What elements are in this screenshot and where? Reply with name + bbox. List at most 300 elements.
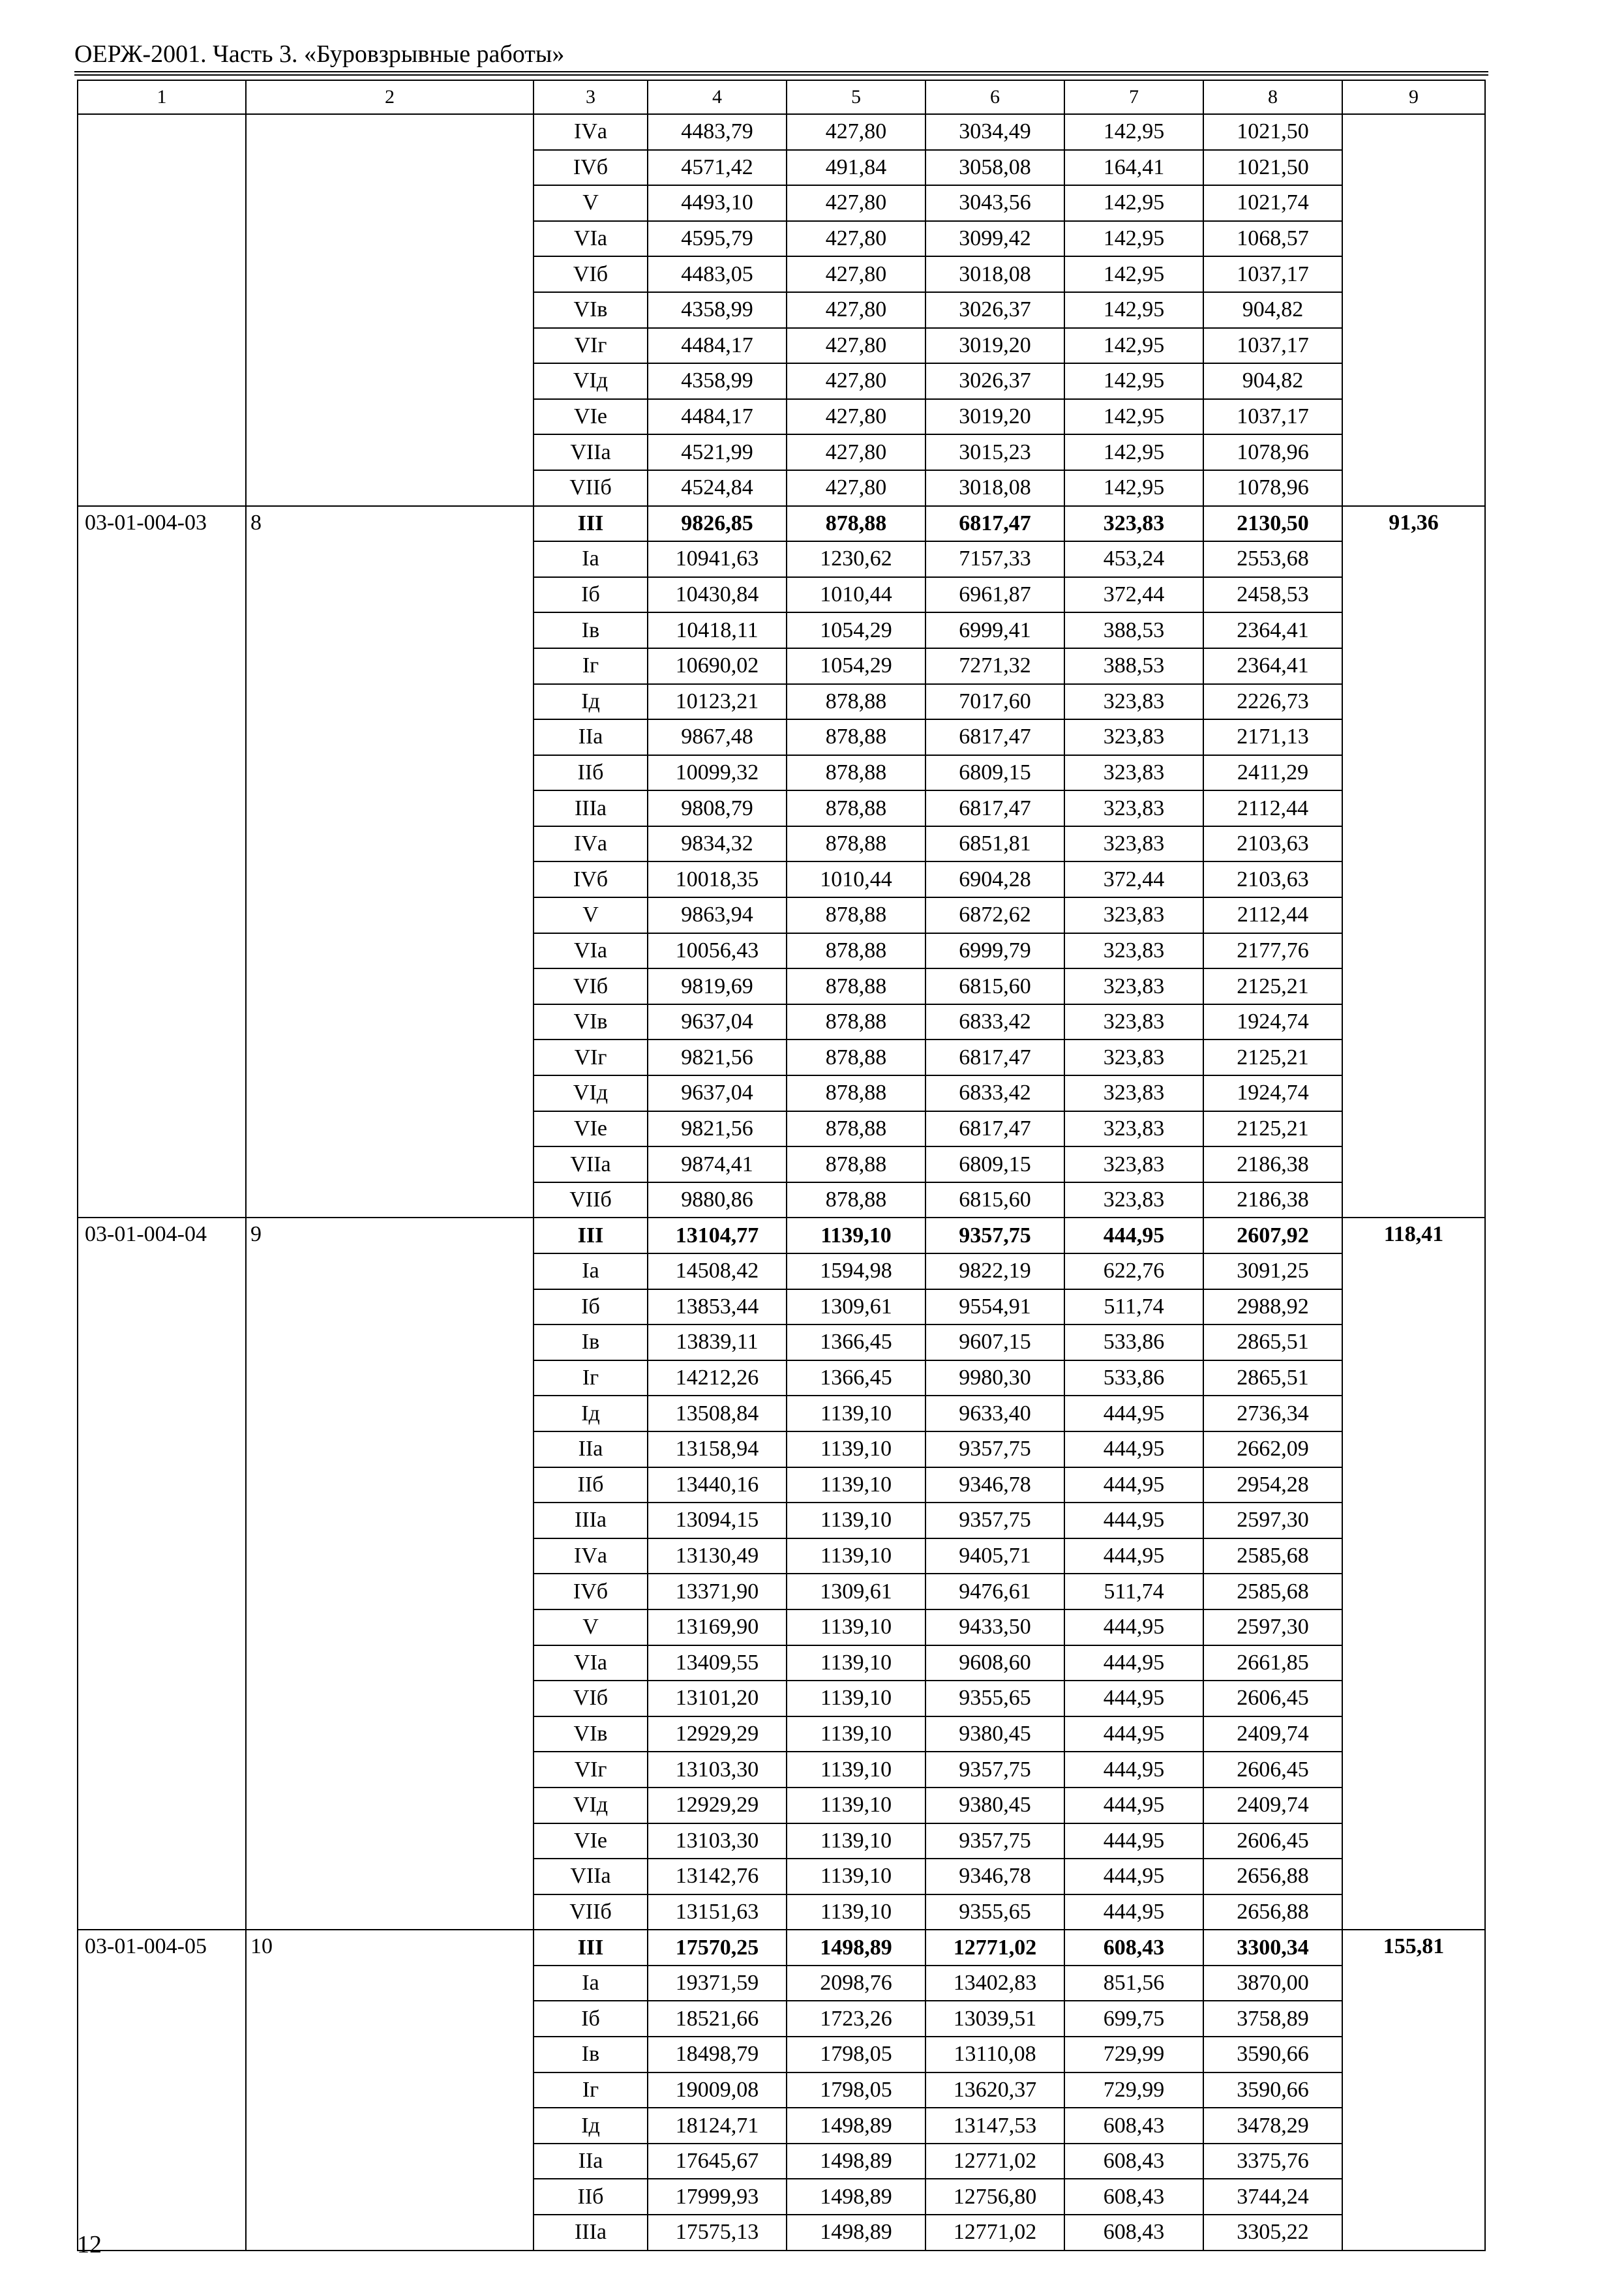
wages-cell: 878,88 <box>787 506 925 542</box>
materials-cell: 1021,50 <box>1203 150 1342 186</box>
materials-cell: 2125,21 <box>1203 1040 1342 1075</box>
materials-cell: 2112,44 <box>1203 790 1342 826</box>
machinist-wages-cell: 323,83 <box>1064 897 1203 933</box>
machinist-wages-cell: 444,95 <box>1064 1894 1203 1930</box>
rock-group-cell: Iа <box>534 1253 648 1289</box>
machine-operation-cell: 6817,47 <box>925 1040 1064 1075</box>
table-row-summary <box>78 506 1485 542</box>
total-cost-cell: 12929,29 <box>648 1788 787 1823</box>
materials-cell: 2661,85 <box>1203 1645 1342 1681</box>
rock-group-cell: III <box>534 1930 648 1966</box>
labor-cost-cell: 91,36 <box>1342 506 1485 1218</box>
machinist-wages-cell: 323,83 <box>1064 1182 1203 1218</box>
column-number: 7 <box>1064 80 1203 114</box>
total-cost-cell: 9808,79 <box>648 790 787 826</box>
materials-cell: 3375,76 <box>1203 2144 1342 2179</box>
machine-operation-cell: 3034,49 <box>925 114 1064 150</box>
col9-cell-empty <box>1342 114 1485 506</box>
norm-code-cell: 03-01-004-04 <box>78 1218 246 1930</box>
machinist-wages-cell: 323,83 <box>1064 1040 1203 1075</box>
page-header-title: ОЕРЖ-2001. Часть 3. «Буровзрывные работы» <box>74 40 565 68</box>
materials-cell: 2364,41 <box>1203 612 1342 648</box>
materials-cell: 3870,00 <box>1203 1966 1342 2001</box>
machinist-wages-cell: 608,43 <box>1064 2108 1203 2144</box>
machine-operation-cell: 3026,37 <box>925 292 1064 328</box>
wages-cell: 427,80 <box>787 363 925 399</box>
materials-cell: 2103,63 <box>1203 861 1342 897</box>
rock-group-cell: Iб <box>534 1289 648 1325</box>
wages-cell: 1054,29 <box>787 648 925 684</box>
machine-operation-cell: 7271,32 <box>925 648 1064 684</box>
rock-group-cell: IIб <box>534 755 648 791</box>
rock-group-cell: IIа <box>534 2144 648 2179</box>
materials-cell: 3478,29 <box>1203 2108 1342 2144</box>
rock-group-cell: Iг <box>534 648 648 684</box>
total-cost-cell: 4358,99 <box>648 363 787 399</box>
rock-group-cell: IIб <box>534 1467 648 1503</box>
machinist-wages-cell: 323,83 <box>1064 933 1203 969</box>
total-cost-cell: 4493,10 <box>648 185 787 221</box>
materials-cell: 2662,09 <box>1203 1431 1342 1467</box>
machinist-wages-cell: 142,95 <box>1064 363 1203 399</box>
wages-cell: 1139,10 <box>787 1859 925 1894</box>
materials-cell: 1021,74 <box>1203 185 1342 221</box>
machine-operation-cell: 9380,45 <box>925 1716 1064 1752</box>
machine-operation-cell: 7017,60 <box>925 684 1064 720</box>
materials-cell: 2607,92 <box>1203 1218 1342 1253</box>
rock-group-cell: IIа <box>534 1431 648 1467</box>
machinist-wages-cell: 323,83 <box>1064 684 1203 720</box>
rock-group-cell: IVб <box>534 150 648 186</box>
rock-group-cell: VIб <box>534 1681 648 1716</box>
rock-group-cell: Iа <box>534 1966 648 2001</box>
machinist-wages-cell: 142,95 <box>1064 470 1203 506</box>
norm-number-cell: 9 <box>246 1218 534 1930</box>
machine-operation-cell: 6817,47 <box>925 719 1064 755</box>
wages-cell: 878,88 <box>787 719 925 755</box>
materials-cell: 1068,57 <box>1203 221 1342 257</box>
wages-cell: 427,80 <box>787 328 925 364</box>
wages-cell: 427,80 <box>787 114 925 150</box>
machine-operation-cell: 6815,60 <box>925 968 1064 1004</box>
machinist-wages-cell: 388,53 <box>1064 612 1203 648</box>
wages-cell: 878,88 <box>787 1004 925 1040</box>
machine-operation-cell: 9346,78 <box>925 1467 1064 1503</box>
rock-group-cell: IIа <box>534 719 648 755</box>
wages-cell: 1139,10 <box>787 1788 925 1823</box>
wages-cell: 427,80 <box>787 292 925 328</box>
header-rule <box>74 74 1488 76</box>
total-cost-cell: 4358,99 <box>648 292 787 328</box>
wages-cell: 878,88 <box>787 1182 925 1218</box>
machine-operation-cell: 9357,75 <box>925 1503 1064 1538</box>
materials-cell: 3744,24 <box>1203 2179 1342 2215</box>
machinist-wages-cell: 608,43 <box>1064 1930 1203 1966</box>
labor-cost-cell: 155,81 <box>1342 1930 1485 2250</box>
wages-cell: 427,80 <box>787 256 925 292</box>
total-cost-cell: 9826,85 <box>648 506 787 542</box>
column-number: 5 <box>787 80 925 114</box>
rock-group-cell: IIIа <box>534 1503 648 1538</box>
rock-group-cell: V <box>534 1609 648 1645</box>
rock-group-cell: VIа <box>534 221 648 257</box>
rock-group-cell: V <box>534 897 648 933</box>
rock-group-cell: VIг <box>534 1040 648 1075</box>
machine-operation-cell: 12771,02 <box>925 2215 1064 2251</box>
materials-cell: 3590,66 <box>1203 2037 1342 2072</box>
machinist-wages-cell: 444,95 <box>1064 1716 1203 1752</box>
rock-group-cell: VIд <box>534 1075 648 1111</box>
machinist-wages-cell: 533,86 <box>1064 1360 1203 1396</box>
materials-cell: 3590,66 <box>1203 2072 1342 2108</box>
machine-operation-cell: 9980,30 <box>925 1360 1064 1396</box>
materials-cell: 2171,13 <box>1203 719 1342 755</box>
materials-cell: 2865,51 <box>1203 1324 1342 1360</box>
rock-group-cell: III <box>534 1218 648 1253</box>
machinist-wages-cell: 608,43 <box>1064 2144 1203 2179</box>
machinist-wages-cell: 444,95 <box>1064 1396 1203 1431</box>
machine-operation-cell: 13039,51 <box>925 2001 1064 2037</box>
machine-operation-cell: 9822,19 <box>925 1253 1064 1289</box>
machinist-wages-cell: 444,95 <box>1064 1645 1203 1681</box>
total-cost-cell: 18498,79 <box>648 2037 787 2072</box>
materials-cell: 2177,76 <box>1203 933 1342 969</box>
machinist-wages-cell: 444,95 <box>1064 1467 1203 1503</box>
total-cost-cell: 19371,59 <box>648 1966 787 2001</box>
rock-group-cell: VIд <box>534 1788 648 1823</box>
rock-group-cell: VIв <box>534 1716 648 1752</box>
machinist-wages-cell: 142,95 <box>1064 328 1203 364</box>
materials-cell: 904,82 <box>1203 363 1342 399</box>
wages-cell: 878,88 <box>787 933 925 969</box>
machinist-wages-cell: 323,83 <box>1064 1075 1203 1111</box>
machine-operation-cell: 3058,08 <box>925 150 1064 186</box>
total-cost-cell: 10430,84 <box>648 577 787 613</box>
rock-group-cell: IIб <box>534 2179 648 2215</box>
total-cost-cell: 9637,04 <box>648 1075 787 1111</box>
machine-operation-cell: 7157,33 <box>925 541 1064 577</box>
rock-group-cell: IVа <box>534 826 648 862</box>
wages-cell: 1498,89 <box>787 2179 925 2215</box>
rock-group-cell: Iв <box>534 2037 648 2072</box>
total-cost-cell: 4484,17 <box>648 399 787 435</box>
total-cost-cell: 13103,30 <box>648 1823 787 1859</box>
machinist-wages-cell: 729,99 <box>1064 2072 1203 2108</box>
materials-cell: 2103,63 <box>1203 826 1342 862</box>
total-cost-cell: 13169,90 <box>648 1609 787 1645</box>
total-cost-cell: 10123,21 <box>648 684 787 720</box>
machinist-wages-cell: 323,83 <box>1064 826 1203 862</box>
machine-operation-cell: 3015,23 <box>925 434 1064 470</box>
machine-operation-cell: 9433,50 <box>925 1609 1064 1645</box>
rock-group-cell: VIб <box>534 968 648 1004</box>
total-cost-cell: 4521,99 <box>648 434 787 470</box>
column-number: 9 <box>1342 80 1485 114</box>
wages-cell: 2098,76 <box>787 1966 925 2001</box>
norm-code-cell: 03-01-004-05 <box>78 1930 246 2250</box>
machine-operation-cell: 13620,37 <box>925 2072 1064 2108</box>
total-cost-cell: 13094,15 <box>648 1503 787 1538</box>
machine-operation-cell: 9357,75 <box>925 1218 1064 1253</box>
total-cost-cell: 13371,90 <box>648 1574 787 1609</box>
wages-cell: 427,80 <box>787 185 925 221</box>
wages-cell: 1139,10 <box>787 1396 925 1431</box>
column-number: 3 <box>534 80 648 114</box>
total-cost-cell: 13142,76 <box>648 1859 787 1894</box>
column-number-row <box>78 80 1485 114</box>
machinist-wages-cell: 444,95 <box>1064 1823 1203 1859</box>
machinist-wages-cell: 372,44 <box>1064 861 1203 897</box>
machine-operation-cell: 9357,75 <box>925 1752 1064 1788</box>
total-cost-cell: 13158,94 <box>648 1431 787 1467</box>
machinist-wages-cell: 323,83 <box>1064 1146 1203 1182</box>
total-cost-cell: 14212,26 <box>648 1360 787 1396</box>
machine-operation-cell: 6999,79 <box>925 933 1064 969</box>
wages-cell: 878,88 <box>787 1146 925 1182</box>
materials-cell: 3300,34 <box>1203 1930 1342 1966</box>
column-number: 1 <box>78 80 246 114</box>
materials-cell: 2553,68 <box>1203 541 1342 577</box>
rock-group-cell: VIв <box>534 1004 648 1040</box>
total-cost-cell: 13440,16 <box>648 1467 787 1503</box>
total-cost-cell: 4524,84 <box>648 470 787 506</box>
rock-group-cell: Iг <box>534 2072 648 2108</box>
machine-operation-cell: 13402,83 <box>925 1966 1064 2001</box>
machine-operation-cell: 3043,56 <box>925 185 1064 221</box>
machine-operation-cell: 9357,75 <box>925 1431 1064 1467</box>
machinist-wages-cell: 323,83 <box>1064 755 1203 791</box>
machinist-wages-cell: 729,99 <box>1064 2037 1203 2072</box>
machine-operation-cell: 6851,81 <box>925 826 1064 862</box>
materials-cell: 1924,74 <box>1203 1075 1342 1111</box>
wages-cell: 1139,10 <box>787 1467 925 1503</box>
machinist-wages-cell: 142,95 <box>1064 434 1203 470</box>
wages-cell: 427,80 <box>787 221 925 257</box>
machinist-wages-cell: 444,95 <box>1064 1859 1203 1894</box>
page-number: 12 <box>77 2231 102 2258</box>
wages-cell: 1798,05 <box>787 2072 925 2108</box>
rock-group-cell: IIIа <box>534 2215 648 2251</box>
table-row <box>78 114 1485 150</box>
machinist-wages-cell: 323,83 <box>1064 790 1203 826</box>
wages-cell: 878,88 <box>787 1040 925 1075</box>
machine-operation-cell: 9405,71 <box>925 1538 1064 1574</box>
total-cost-cell: 9637,04 <box>648 1004 787 1040</box>
materials-cell: 3758,89 <box>1203 2001 1342 2037</box>
machinist-wages-cell: 533,86 <box>1064 1324 1203 1360</box>
machinist-wages-cell: 323,83 <box>1064 1004 1203 1040</box>
machine-operation-cell: 9380,45 <box>925 1788 1064 1823</box>
column-number: 6 <box>925 80 1064 114</box>
wages-cell: 427,80 <box>787 470 925 506</box>
rock-group-cell: IVа <box>534 1538 648 1574</box>
machinist-wages-cell: 142,95 <box>1064 256 1203 292</box>
rock-group-cell: V <box>534 185 648 221</box>
machine-operation-cell: 9554,91 <box>925 1289 1064 1325</box>
wages-cell: 1139,10 <box>787 1894 925 1930</box>
machine-operation-cell: 9608,60 <box>925 1645 1064 1681</box>
machinist-wages-cell: 142,95 <box>1064 292 1203 328</box>
materials-cell: 1924,74 <box>1203 1004 1342 1040</box>
machine-operation-cell: 9357,75 <box>925 1823 1064 1859</box>
materials-cell: 2954,28 <box>1203 1467 1342 1503</box>
machinist-wages-cell: 142,95 <box>1064 185 1203 221</box>
materials-cell: 2112,44 <box>1203 897 1342 933</box>
machine-operation-cell: 6904,28 <box>925 861 1064 897</box>
machine-operation-cell: 9476,61 <box>925 1574 1064 1609</box>
rock-group-cell: Iг <box>534 1360 648 1396</box>
rock-group-cell: Iб <box>534 2001 648 2037</box>
rock-group-cell: VIд <box>534 363 648 399</box>
machine-operation-cell: 3099,42 <box>925 221 1064 257</box>
machinist-wages-cell: 851,56 <box>1064 1966 1203 2001</box>
materials-cell: 2585,68 <box>1203 1538 1342 1574</box>
number-cell-empty <box>246 114 534 506</box>
rock-group-cell: VIа <box>534 933 648 969</box>
wages-cell: 878,88 <box>787 826 925 862</box>
total-cost-cell: 4484,17 <box>648 328 787 364</box>
wages-cell: 1139,10 <box>787 1609 925 1645</box>
materials-cell: 2606,45 <box>1203 1823 1342 1859</box>
total-cost-cell: 13101,20 <box>648 1681 787 1716</box>
rock-group-cell: IVа <box>534 114 648 150</box>
total-cost-cell: 10690,02 <box>648 648 787 684</box>
total-cost-cell: 9821,56 <box>648 1111 787 1147</box>
machine-operation-cell: 12771,02 <box>925 2144 1064 2179</box>
materials-cell: 2597,30 <box>1203 1609 1342 1645</box>
wages-cell: 1139,10 <box>787 1716 925 1752</box>
materials-cell: 2186,38 <box>1203 1146 1342 1182</box>
materials-cell: 2411,29 <box>1203 755 1342 791</box>
rock-group-cell: VIIа <box>534 434 648 470</box>
total-cost-cell: 10941,63 <box>648 541 787 577</box>
materials-cell: 3091,25 <box>1203 1253 1342 1289</box>
machinist-wages-cell: 622,76 <box>1064 1253 1203 1289</box>
materials-cell: 2226,73 <box>1203 684 1342 720</box>
rock-group-cell: IVб <box>534 861 648 897</box>
wages-cell: 878,88 <box>787 968 925 1004</box>
total-cost-cell: 18124,71 <box>648 2108 787 2144</box>
rock-group-cell: Iд <box>534 1396 648 1431</box>
materials-cell: 2130,50 <box>1203 506 1342 542</box>
materials-cell: 3305,22 <box>1203 2215 1342 2251</box>
machinist-wages-cell: 444,95 <box>1064 1431 1203 1467</box>
rock-group-cell: VIе <box>534 1823 648 1859</box>
wages-cell: 1139,10 <box>787 1645 925 1681</box>
wages-cell: 1010,44 <box>787 577 925 613</box>
total-cost-cell: 10099,32 <box>648 755 787 791</box>
machine-operation-cell: 13147,53 <box>925 2108 1064 2144</box>
machine-operation-cell: 6872,62 <box>925 897 1064 933</box>
total-cost-cell: 10418,11 <box>648 612 787 648</box>
machinist-wages-cell: 444,95 <box>1064 1752 1203 1788</box>
materials-cell: 1021,50 <box>1203 114 1342 150</box>
total-cost-cell: 13130,49 <box>648 1538 787 1574</box>
total-cost-cell: 10056,43 <box>648 933 787 969</box>
total-cost-cell: 17570,25 <box>648 1930 787 1966</box>
total-cost-cell: 17645,67 <box>648 2144 787 2179</box>
wages-cell: 1366,45 <box>787 1324 925 1360</box>
machine-operation-cell: 9633,40 <box>925 1396 1064 1431</box>
wages-cell: 878,88 <box>787 790 925 826</box>
table-body <box>78 80 1485 2251</box>
table-row-summary <box>78 1930 1485 1966</box>
rock-group-cell: VIб <box>534 256 648 292</box>
materials-cell: 2656,88 <box>1203 1894 1342 1930</box>
total-cost-cell: 13853,44 <box>648 1289 787 1325</box>
materials-cell: 2656,88 <box>1203 1859 1342 1894</box>
materials-cell: 2125,21 <box>1203 968 1342 1004</box>
materials-cell: 2186,38 <box>1203 1182 1342 1218</box>
total-cost-cell: 9867,48 <box>648 719 787 755</box>
machinist-wages-cell: 453,24 <box>1064 541 1203 577</box>
rock-group-cell: VIIа <box>534 1146 648 1182</box>
rock-group-cell: VIIб <box>534 470 648 506</box>
machine-operation-cell: 9355,65 <box>925 1681 1064 1716</box>
wages-cell: 1139,10 <box>787 1681 925 1716</box>
wages-cell: 1498,89 <box>787 2108 925 2144</box>
wages-cell: 1139,10 <box>787 1218 925 1253</box>
wages-cell: 878,88 <box>787 1111 925 1147</box>
machinist-wages-cell: 511,74 <box>1064 1574 1203 1609</box>
machine-operation-cell: 9355,65 <box>925 1894 1064 1930</box>
wages-cell: 878,88 <box>787 1075 925 1111</box>
total-cost-cell: 13103,30 <box>648 1752 787 1788</box>
total-cost-cell: 13104,77 <box>648 1218 787 1253</box>
norm-number-cell: 8 <box>246 506 534 1218</box>
wages-cell: 1498,89 <box>787 2144 925 2179</box>
machine-operation-cell: 3018,08 <box>925 470 1064 506</box>
machine-operation-cell: 3018,08 <box>925 256 1064 292</box>
rock-group-cell: VIг <box>534 328 648 364</box>
materials-cell: 1037,17 <box>1203 399 1342 435</box>
rock-group-cell: VIа <box>534 1645 648 1681</box>
rock-group-cell: VIIб <box>534 1182 648 1218</box>
materials-cell: 2585,68 <box>1203 1574 1342 1609</box>
materials-cell: 2865,51 <box>1203 1360 1342 1396</box>
wages-cell: 1594,98 <box>787 1253 925 1289</box>
wages-cell: 1723,26 <box>787 2001 925 2037</box>
wages-cell: 1010,44 <box>787 861 925 897</box>
materials-cell: 1037,17 <box>1203 328 1342 364</box>
materials-cell: 1037,17 <box>1203 256 1342 292</box>
rock-group-cell: Iв <box>534 612 648 648</box>
materials-cell: 904,82 <box>1203 292 1342 328</box>
wages-cell: 1798,05 <box>787 2037 925 2072</box>
total-cost-cell: 13839,11 <box>648 1324 787 1360</box>
labor-cost-cell: 118,41 <box>1342 1218 1485 1930</box>
materials-cell: 2125,21 <box>1203 1111 1342 1147</box>
machinist-wages-cell: 444,95 <box>1064 1218 1203 1253</box>
machinist-wages-cell: 323,83 <box>1064 1111 1203 1147</box>
wages-cell: 878,88 <box>787 897 925 933</box>
total-cost-cell: 17575,13 <box>648 2215 787 2251</box>
wages-cell: 1139,10 <box>787 1752 925 1788</box>
machine-operation-cell: 3026,37 <box>925 363 1064 399</box>
total-cost-cell: 9880,86 <box>648 1182 787 1218</box>
rock-group-cell: VIг <box>534 1752 648 1788</box>
total-cost-cell: 9821,56 <box>648 1040 787 1075</box>
wages-cell: 1139,10 <box>787 1538 925 1574</box>
machinist-wages-cell: 142,95 <box>1064 114 1203 150</box>
rock-group-cell: Iб <box>534 577 648 613</box>
column-number: 2 <box>246 80 534 114</box>
total-cost-cell: 17999,93 <box>648 2179 787 2215</box>
machine-operation-cell: 13110,08 <box>925 2037 1064 2072</box>
machinist-wages-cell: 511,74 <box>1064 1289 1203 1325</box>
total-cost-cell: 4483,05 <box>648 256 787 292</box>
machine-operation-cell: 3019,20 <box>925 328 1064 364</box>
